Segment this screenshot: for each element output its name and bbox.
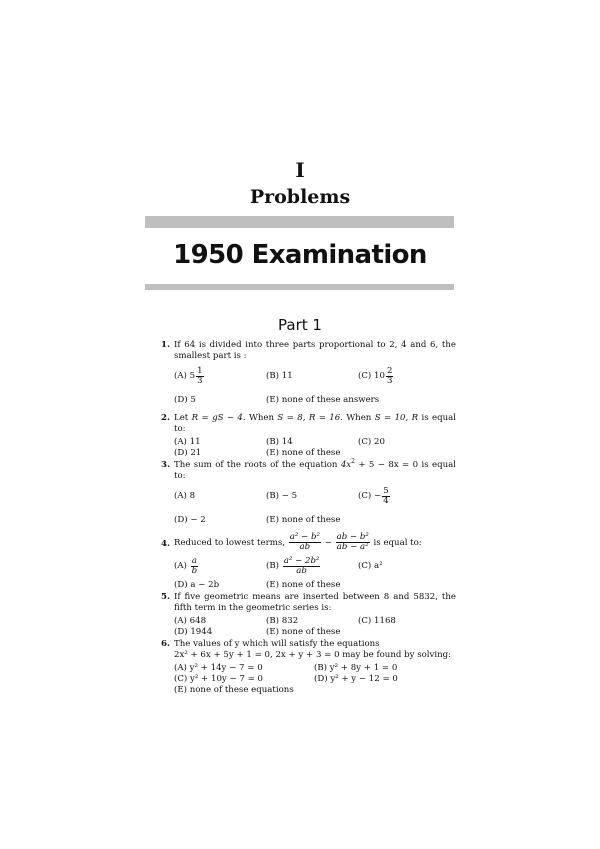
option-e: (E) none of these: [266, 514, 341, 525]
option-b: (B) $\frac{\text{a² − 2b²}}{ab}$: [266, 555, 320, 576]
option-b: (B) 11: [266, 370, 293, 381]
problem-number: 6.: [161, 639, 170, 649]
chapter-title: Problems: [249, 186, 351, 208]
problem-2: [156, 413, 456, 459]
divider-top: [145, 216, 454, 228]
problem-statement: If 64 is divided into three parts proportional to 2, 4 and 6, the smallest part is :: [174, 340, 456, 361]
option-a: (A) $\frac{a}{b}$: [174, 555, 198, 576]
answer-options-more: [174, 580, 456, 591]
option-a: (A) 648: [174, 616, 207, 626]
problem-number: 5.: [161, 592, 170, 602]
option-a: (A) y² + 14y − 7 = 0: [174, 663, 263, 673]
option-e: (E) none of these: [266, 448, 341, 458]
divider-bottom: [145, 284, 454, 290]
answer-options: [174, 484, 456, 532]
option-c: (C) a²: [358, 560, 383, 571]
problem-list: [156, 340, 456, 697]
option-e: (E) none of these answers: [266, 394, 380, 405]
answer-options: [174, 616, 456, 638]
problem-statement: Reduced to lowest terms, $\frac{\text{a² − b²}}{ab}$ − $\frac{\text{ab − b²}}{\text{ab − a²}}$ is equal to:: [174, 532, 422, 552]
option-e: (E) none of these: [266, 627, 341, 637]
problem-number: 2.: [161, 413, 170, 423]
problem-statement: The values of y which will satisfy the equations: [174, 639, 380, 649]
problem-statement: Let R = gS − 4. When S = 8, R = 16. When S = 10, R is equal to:: [174, 413, 457, 434]
option-c: (C) y² + 10y − 7 = 0: [174, 674, 264, 684]
problem-4: [156, 533, 456, 591]
option-a: (A) 8: [174, 490, 196, 501]
option-d: (D) 21: [174, 448, 202, 458]
problem-number: 4.: [161, 539, 170, 549]
option-d: (D) 5: [174, 394, 196, 405]
answer-options: [174, 437, 456, 459]
option-e: (E) none of these: [266, 580, 341, 590]
problem-1: [156, 340, 456, 412]
option-b: (B) 14: [266, 437, 293, 447]
problem-number: 1.: [161, 340, 170, 350]
problem-statement: The sum of the roots of the equation $4x^2 + 5 - 8x = 0$ is equal to:: [174, 458, 456, 481]
option-d: (D) − 2: [174, 514, 206, 525]
option-e: (E) none of these equations: [174, 685, 294, 695]
exam-title: 1950 Examination: [173, 240, 427, 270]
problem-5: [156, 592, 456, 638]
problem-statement: If five geometric means are inserted between 8 and 5832, the fifth term in the geometric series is:: [174, 592, 456, 613]
option-a: (A) 11: [174, 437, 201, 447]
problem-6: [156, 639, 456, 696]
option-c: (C) 20: [358, 437, 385, 447]
option-b: (B) y² + 8y + 1 = 0: [314, 663, 398, 673]
option-c: (C) 1168: [358, 616, 396, 626]
answer-options: [174, 663, 456, 696]
option-d: (D) 1944: [174, 627, 213, 637]
problem-3: [156, 460, 456, 532]
option-b: (B) − 5: [266, 490, 298, 501]
option-d: (D) y² + y − 12 = 0: [314, 674, 398, 684]
option-d: (D) a − 2b: [174, 580, 220, 590]
part-title: Part 1: [278, 316, 322, 334]
problem-number: 3.: [161, 460, 170, 470]
answer-options: [174, 554, 456, 578]
option-c: (C) − $\frac{5}{4}$: [358, 485, 389, 506]
answer-options: [174, 364, 456, 412]
option-a: (A) 5 $\frac{1}{3}$: [174, 365, 203, 386]
option-b: (B) 832: [266, 616, 299, 626]
option-c: (C) 10 $\frac{2}{3}$: [358, 365, 393, 386]
problem-equations: 2x² + 6x + 5y + 1 = 0, 2x + y + 3 = 0 may be found by solving:: [174, 650, 452, 660]
chapter-number: I: [295, 158, 305, 182]
